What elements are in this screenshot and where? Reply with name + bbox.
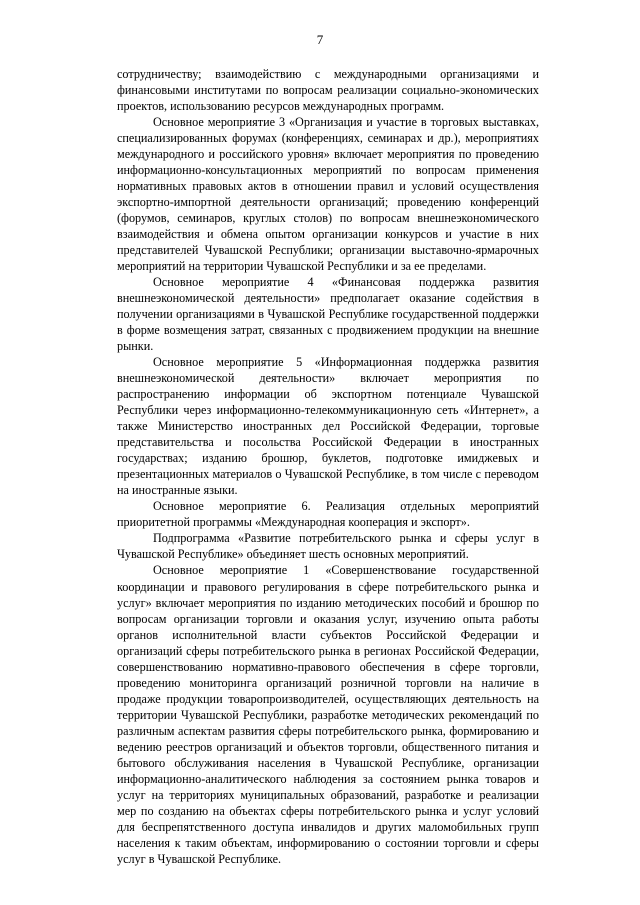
paragraph-main-activity-3: Основное мероприятие 3 «Организация и участие в торговых выставках, специализированных форумах (конференциях, семинарах и др.), мероприятиях международного и российского уровня» включает мероприятия по проведению информационно-консультационных мероприятий по вопросам применения нормативных правовых актов в отношении правил и условий осуществления экспортно-импортной деятельности организаций; проведению конференций (форумов, семинаров, круглых столов) по вопросам внешнеэкономического взаимодействия и обмена опытом организации конкурсов и участие в них представителей Чувашской Республики; организации выставочно-ярмарочных мероприятий на территории Чувашской Республики и за ее пределами. [117,115,539,274]
paragraph-subprogram-intro: Подпрограмма «Развитие потребительского рынка и сферы услуг в Чувашской Республике» объединяет шесть основных мероприятий. [117,531,539,562]
page-number: 7 [316,32,324,47]
paragraph-main-activity-6: Основное мероприятие 6. Реализация отдельных мероприятий приоритетной программы «Международная кооперация и экспорт». [117,499,539,530]
paragraph-subprogram-activity-1: Основное мероприятие 1 «Совершенствование государственной координации и правового регулирования в сфере потребительского рынка и услуг» включает мероприятия по изданию методических пособий и брошюр по вопросам организации торговли и оказания услуг, изучению опыта работы органов исполнительной власти субъектов Российской Федерации и организаций сферы потребительского рынка в регионах Российской Федерации, совершенствованию нормативно-правового обеспечения в сфере торговли, проведению мониторинга организаций розничной торговли на наличие в продаже продукции товаропроизводителей, осуществляющих деятельность на территории Чувашской Республики, разработке методических рекомендаций по различным аспектам развития сферы потребительского рынка, формированию и ведению реестров организаций и объектов торговли, общественного питания и бытового обслуживания населения в Чувашской Республике, организации информационно-аналитического наблюдения за состоянием рынка товаров и услуг на территориях муниципальных образований, разработке и реализации мер по созданию на объектах сферы потребительского рынка и услуг условий для беспрепятственного доступа инвалидов и других маломобильных групп населения к таким объектам, информированию о состоянии торговли и сферы услуг в Чувашской Республике. [117,563,539,866]
document-body [117,66,539,867]
paragraph-main-activity-5: Основное мероприятие 5 «Информационная поддержка развития внешнеэкономической деятельности» включает мероприятия по распространению информации об экспортном потенциале Чувашской Республики через информационно-телекоммуникационную сеть «Интернет», а также Министерство иностранных дел Российской Федерации, торговые представительства и посольства Российской Федерации в иностранных государствах; изданию брошюр, буклетов, подготовке имиджевых и презентационных материалов о Чувашской Республике, в том числе с переводом на иностранные языки. [117,355,539,498]
paragraph-continuation: сотрудничеству; взаимодействию с международными организациями и финансовыми институтами по вопросам реализации социально-экономических проектов, использованию ресурсов международных программ. [117,67,539,114]
paragraph-main-activity-4: Основное мероприятие 4 «Финансовая поддержка развития внешнеэкономической деятельности» предполагает оказание содействия в получении организациями в Чувашской Республике государственной поддержки в форме возмещения затрат, связанных с продвижением продукции на внешние рынки. [117,275,539,354]
